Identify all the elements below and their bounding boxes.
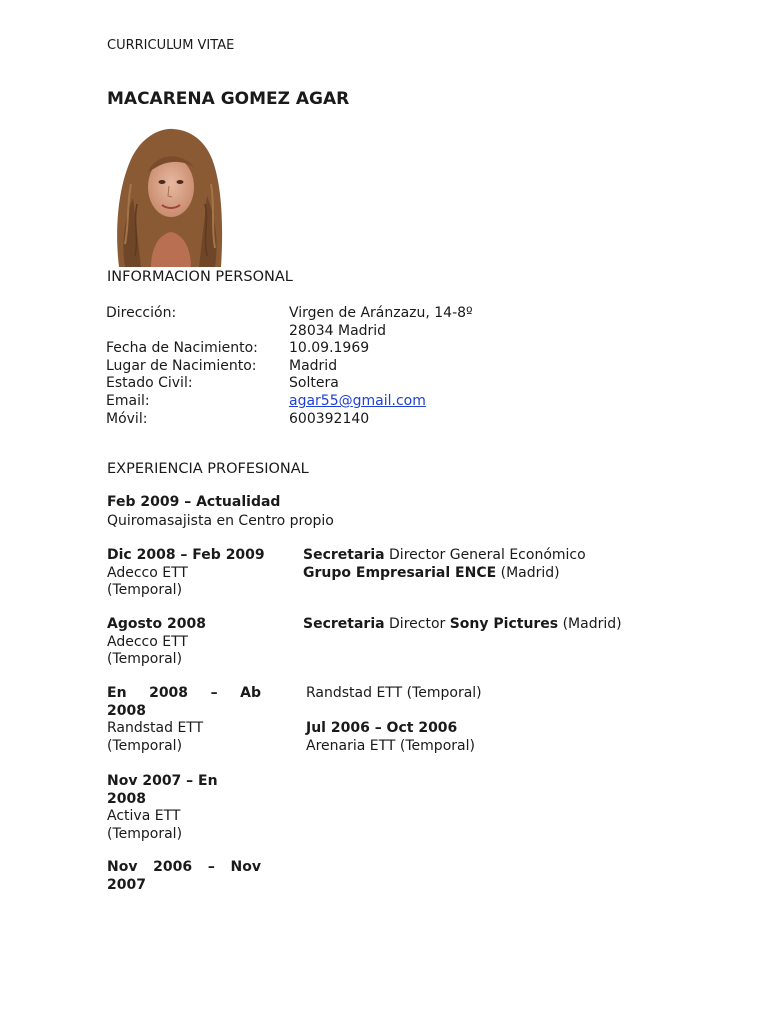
value-birthplace: Madrid [289,357,338,374]
entry-5-type: (Temporal) [107,825,183,842]
entry-5-company: Activa ETT [107,808,181,825]
entry-2-role-detail: Director General Económico [384,547,586,563]
entry-5-date: Nov 2007 – En [107,773,218,789]
label-birthdate: Fecha de Nacimiento: [106,340,258,357]
entry-5-date-line2: 2008 [107,790,146,807]
entry-6-date-line2: 2007 [107,876,146,893]
entry-3-organization: Sony Pictures [449,616,559,632]
document-header: CURRICULUM VITAE [107,38,235,53]
entry-4-date [107,685,261,703]
entry-6-date-word: Nov [230,859,261,875]
entry-6-date [107,859,261,877]
label-civil-status: Estado Civil: [106,375,193,392]
label-address: Dirección: [106,305,177,321]
candidate-name: MACARENA GOMEZ AGAR [107,89,350,109]
portrait-image [111,124,228,267]
entry-4-right-company: Randstad ETT (Temporal) [306,685,482,701]
entry-4-date-word: – [210,685,218,701]
personal-info-labels [106,305,258,428]
entry-3-left [107,616,206,669]
entry-1-description: Quiromasajista en Centro propio [107,513,334,529]
value-address-line2: 28034 Madrid [289,322,387,339]
label-mobile: Móvil: [106,410,148,427]
personal-info-values [289,305,473,428]
entry-3-date: Agosto 2008 [107,616,206,632]
value-civil-status: Soltera [289,375,339,392]
entry-4-right [306,685,482,703]
entry-3-type: (Temporal) [107,651,183,668]
entry-4-left [107,685,261,755]
entry-4-right-block [306,720,475,755]
entry-6-date-word: 2006 [153,859,193,875]
value-address: Virgen de Aránzazu, 14-8º [289,305,473,321]
entry-2-type: (Temporal) [107,582,183,599]
label-address-line2 [106,323,258,341]
entry-2-organization: Grupo Empresarial ENCE [303,564,497,581]
entry-6-date-word: – [207,859,215,875]
entry-6-left [107,859,261,894]
entry-4-right-agency: Arenaria ETT (Temporal) [306,737,475,754]
entry-6-date-word: Nov [107,859,138,875]
entry-3-company: Adecco ETT [107,633,188,650]
experience-heading: EXPERIENCIA PROFESIONAL [107,461,309,477]
entry-4-date-line2: 2008 [107,702,146,719]
label-birthplace: Lugar de Nacimiento: [106,357,257,374]
personal-info-heading: INFORMACION PERSONAL [107,269,293,285]
entry-4-company: Randstad ETT [107,720,204,737]
value-mobile: 600392140 [289,410,370,427]
entry-4-date-word: Ab [240,685,261,701]
entry-2-role: Secretaria [303,547,385,563]
entry-2-left [107,547,265,600]
entry-2-right [303,547,586,582]
entry-1-date: Feb 2009 – Actualidad [107,494,281,510]
entry-4-date-word: En [107,685,127,701]
entry-3-role-detail: Director [384,616,450,632]
email-link[interactable]: agar55@gmail.com [289,392,426,409]
entry-5-left [107,773,218,843]
entry-2-company: Adecco ETT [107,564,188,581]
profile-photo [111,124,228,267]
entry-4-date-word: 2008 [149,685,189,701]
entry-4-type: (Temporal) [107,737,183,754]
entry-3-location: (Madrid) [558,616,622,632]
entry-3-right [303,616,622,634]
label-email: Email: [106,392,150,409]
entry-2-date: Dic 2008 – Feb 2009 [107,547,265,563]
entry-3-role: Secretaria [303,616,385,632]
entry-4-right-date: Jul 2006 – Oct 2006 [306,720,458,736]
entry-2-location: (Madrid) [496,564,560,581]
value-birthdate: 10.09.1969 [289,340,370,357]
